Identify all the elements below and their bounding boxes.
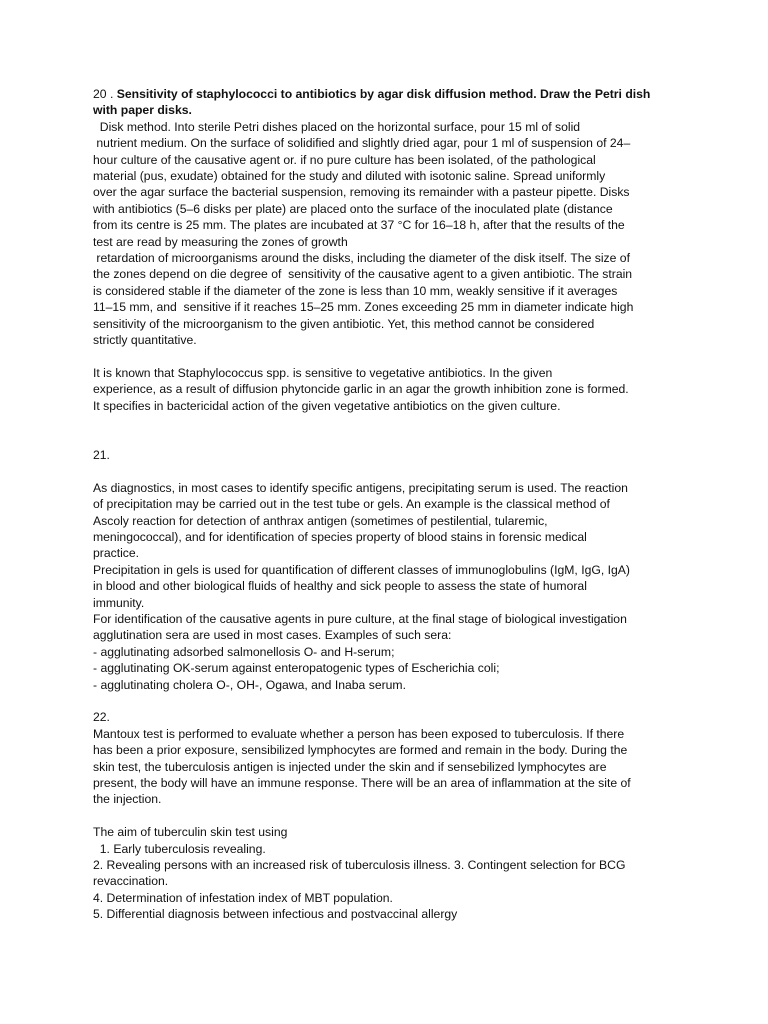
- text-line: It is known that Staphylococcus spp. is sensitive to vegetative antibiotics. In the given: [93, 365, 553, 380]
- text-line: strictly quantitative.: [93, 333, 197, 348]
- section-title-line: Sensitivity of staphylococci to antibiotics by agar disk diffusion method. Draw the Petri dish: [116, 87, 651, 101]
- text-line: It specifies in bactericidal action of the given vegetative antibiotics on the given culture.: [93, 398, 561, 413]
- section-number: 21.: [93, 447, 110, 462]
- text-line: with antibiotics (5–6 disks per plate) are placed onto the surface of the inoculated plate (distance: [93, 201, 613, 216]
- list-item: 1. Early tuberculosis revealing.: [93, 841, 266, 856]
- document-page: [93, 86, 683, 923]
- section-21: [93, 447, 683, 693]
- list-item: revaccination.: [93, 874, 169, 889]
- text-line: skin test, the tuberculosis antigen is injected under the skin and if sensebilized lymphocytes are: [93, 759, 607, 774]
- text-line: hour culture of the causative agent or. if no pure culture has been isolated, of the pathological: [93, 152, 596, 167]
- text-line: Precipitation in gels is used for quantification of different classes of immunoglobulins (IgM, IgG, IgA): [93, 562, 630, 577]
- section-gap: [93, 693, 683, 709]
- text-line: the injection.: [93, 792, 162, 807]
- text-line: of precipitation may be carried out in the test tube or gels. An example is the classical method of: [93, 497, 610, 512]
- section-title-line: with paper disks.: [93, 103, 192, 118]
- text-line: 11–15 mm, and sensitive if it reaches 15–25 mm. Zones exceeding 25 mm in diameter indicate high: [93, 300, 634, 315]
- paragraph-gap: [93, 463, 683, 479]
- text-line: nutrient medium. On the surface of solidified and slightly dried agar, pour 1 ml of suspension of 24–: [93, 136, 631, 151]
- text-line: material (pus, exudate) obtained for the study and diluted with isotonic saline. Spread uniformly: [93, 169, 606, 184]
- list-item: 2. Revealing persons with an increased risk of tuberculosis illness. 3. Contingent selection for BCG: [93, 858, 626, 873]
- section-20: [93, 86, 683, 414]
- text-line: experience, as a result of diffusion phytoncide garlic in an agar the growth inhibition zone is formed.: [93, 382, 629, 397]
- section-gap: [93, 414, 683, 447]
- list-item: 5. Differential diagnosis between infectious and postvaccinal allergy: [93, 907, 458, 922]
- text-line: present, the body will have an immune response. There will be an area of inflammation at the site of: [93, 776, 631, 790]
- text-line: over the agar surface the bacterial suspension, removing its remainder with a pasteur pipette. Disks: [93, 185, 630, 200]
- section-number: 20 .: [93, 87, 114, 101]
- text-line: immunity.: [93, 595, 145, 610]
- text-line: the zones depend on die degree of sensitivity of the causative agent to a given antibiotic. The strain: [93, 267, 633, 282]
- paragraph-gap: [93, 808, 683, 824]
- text-line: from its centre is 25 mm. The plates are incubated at 37 °C for 16–18 h, after that the results of the: [93, 218, 625, 233]
- text-line: is considered stable if the diameter of the zone is less than 10 mm, weakly sensitive if it averages: [93, 283, 618, 298]
- text-line: has been a prior exposure, sensibilized lymphocytes are formed and remain in the body. During the: [93, 743, 628, 758]
- list-item: 4. Determination of infestation index of MBT population.: [93, 890, 393, 905]
- text-line: meningococcal), and for identification of species property of blood stains in forensic medical: [93, 529, 587, 544]
- text-line: For identification of the causative agents in pure culture, at the final stage of biological investigation: [93, 611, 627, 626]
- list-item: - agglutinating cholera O-, OH-, Ogawa, and Inaba serum.: [93, 677, 406, 692]
- text-line: in blood and other biological fluids of healthy and sick people to assess the state of humoral: [93, 579, 587, 594]
- text-line: sensitivity of the microorganism to the given antibiotic. Yet, this method cannot be considered: [93, 316, 595, 331]
- text-line: retardation of microorganisms around the disks, including the diameter of the disk itself. The size of: [93, 251, 630, 266]
- text-line: Mantoux test is performed to evaluate whether a person has been exposed to tuberculosis. If there: [93, 726, 625, 741]
- text-line: Ascoly reaction for detection of anthrax antigen (sometimes of pestilential, tularemic,: [93, 513, 548, 528]
- section-22: [93, 709, 683, 922]
- paragraph-gap: [93, 349, 683, 365]
- section-number: 22.: [93, 710, 110, 725]
- text-line: As diagnostics, in most cases to identify specific antigens, precipitating serum is used. The reaction: [93, 480, 628, 495]
- section-heading: [93, 86, 683, 102]
- list-item: - agglutinating OK-serum against enteropatogenic types of Escherichia coli;: [93, 661, 500, 676]
- text-line: practice.: [93, 546, 140, 561]
- text-line: The aim of tuberculin skin test using: [93, 825, 288, 840]
- text-line: test are read by measuring the zones of growth: [93, 234, 348, 249]
- list-item: - agglutinating adsorbed salmonellosis O- and H-serum;: [93, 644, 395, 659]
- text-line: Disk method. Into sterile Petri dishes placed on the horizontal surface, pour 15 ml of solid: [93, 119, 581, 134]
- text-line: agglutination sera are used in most cases. Examples of such sera:: [93, 628, 452, 643]
